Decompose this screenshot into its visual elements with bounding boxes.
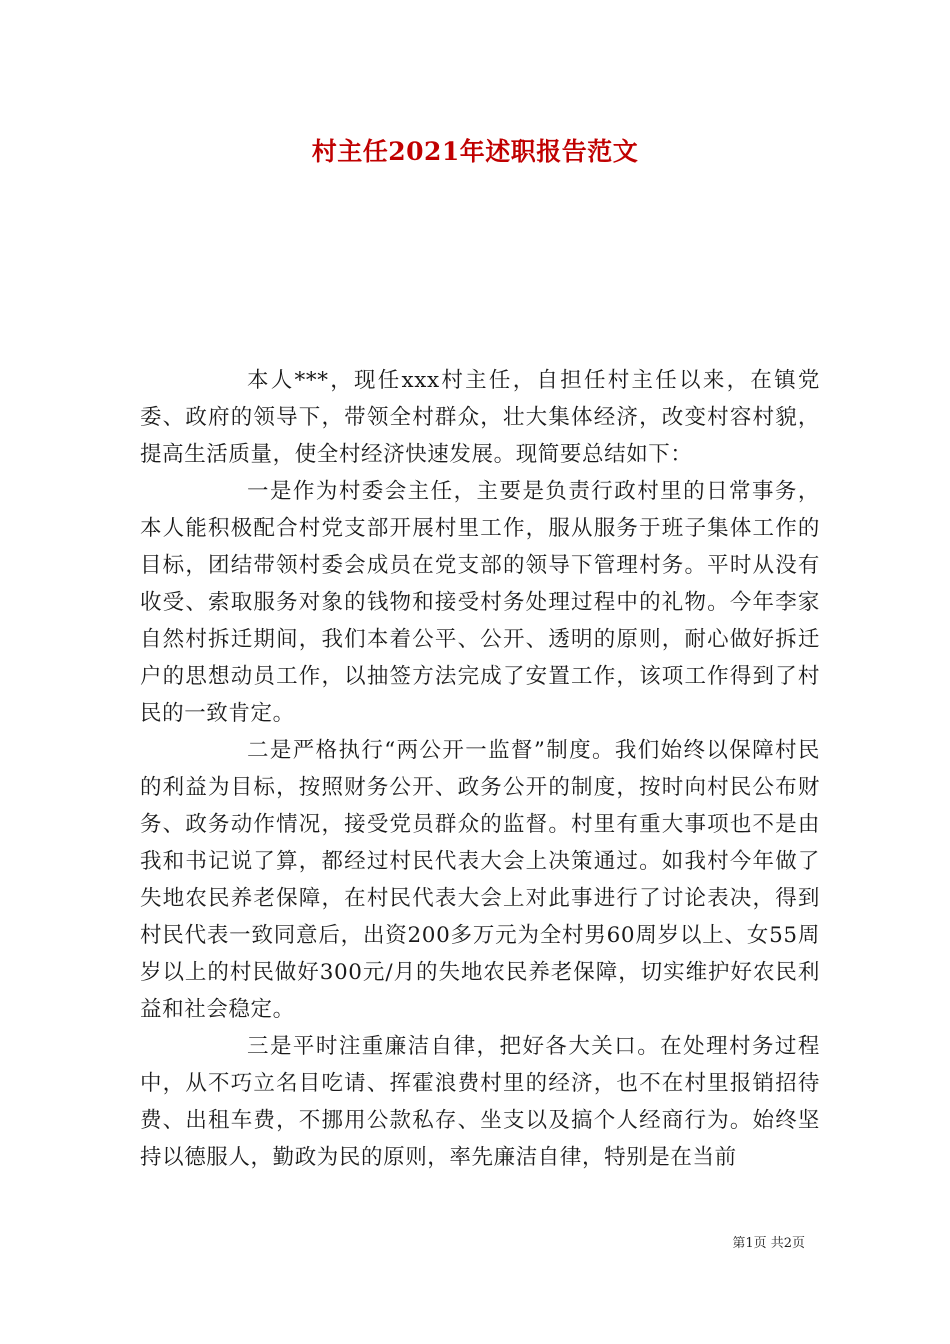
paragraph-three: 三是平时注重廉洁自律，把好各大关口。在处理村务过程中，从不巧立名目吃请、挥霍浪费村里的经济，也不在村里报销招待费、出租车费，不挪用公款私存、坐支以及搞个人经商行为。始终坚持以德服人，勤政为民的原则，率先廉洁自律，特别是在当前 — [140, 1034, 820, 1170]
page-number-footer: 第1页 共2页 — [732, 1236, 805, 1251]
document-body — [140, 362, 820, 1176]
paragraph-two: 二是严格执行“两公开一监督”制度。我们始终以保障村民的利益为目标，按照财务公开、政务公开的制度，按时向村民公布财务、政务动作情况，接受党员群众的监督。村里有重大事项也不是由我和书记说了算，都经过村民代表大会上决策通过。如我村今年做了失地农民养老保障，在村民代表大会上对此事进行了讨论表决，得到村民代表一致同意后，出资200多万元为全村男60周岁以上、女55周岁以上的村民做好300元/月的失地农民养老保障，切实维护好农民利益和社会稳定。 — [140, 738, 820, 1022]
paragraph-one: 一是作为村委会主任，主要是负责行政村里的日常事务，本人能积极配合村党支部开展村里工作，服从服务于班子集体工作的目标，团结带领村委会成员在党支部的领导下管理村务。平时从没有收受、索取服务对象的钱物和接受村务处理过程中的礼物。今年李家自然村拆迁期间，我们本着公平、公开、透明的原则，耐心做好拆迁户的思想动员工作，以抽签方法完成了安置工作，该项工作得到了村民的一致肯定。 — [140, 479, 820, 726]
paragraph-intro: 本人***，现任xxx村主任，自担任村主任以来，在镇党委、政府的领导下，带领全村群众，壮大集体经济，改变村容村貌，提高生活质量，使全村经济快速发展。现简要总结如下： — [140, 368, 820, 467]
document-title: 村主任2021年述职报告范文 — [311, 137, 639, 166]
